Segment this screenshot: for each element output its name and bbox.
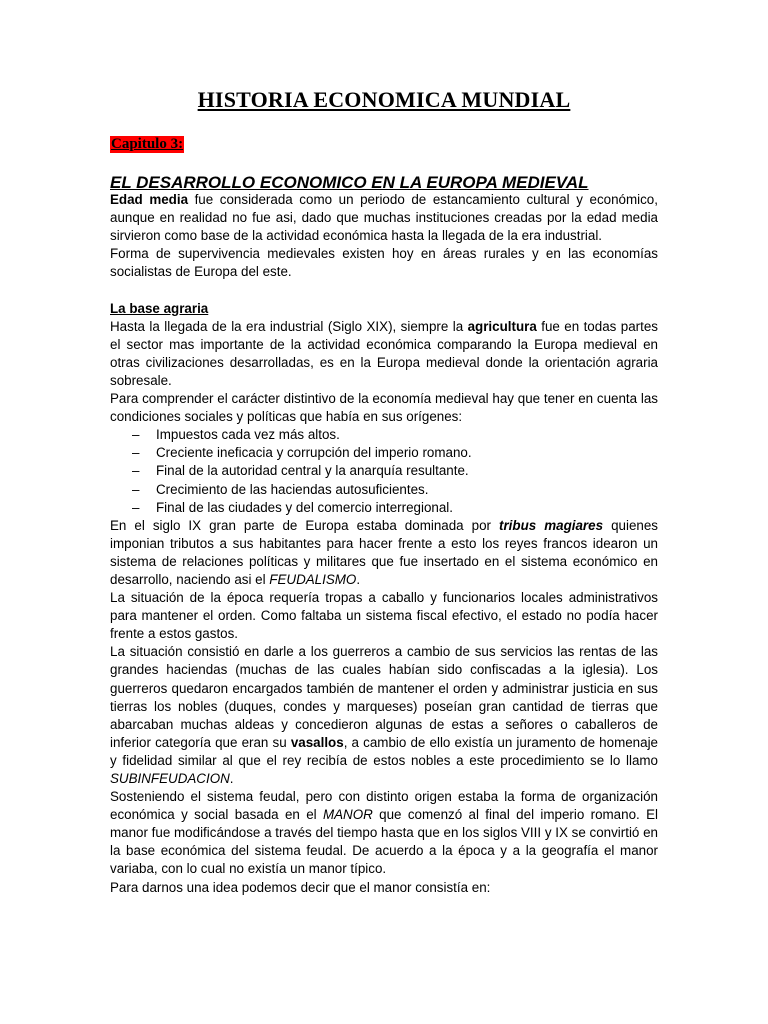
list-item [110, 499, 658, 517]
intro-paragraph [110, 191, 658, 245]
text-run: quienes imponian tributos a sus habitantes para hacer frente a esto los reyes francos idearon un sistema de relaciones políticas y militares que fue insertado en el sistema económico en desarrollo, naciendo asi el [110, 517, 658, 587]
dash-bullet: – [132, 499, 140, 515]
list-item [110, 426, 658, 444]
list-item-text: Final de la autoridad central y la anarquía resultante. [156, 463, 469, 479]
base-agraria-paragraph-6 [110, 788, 658, 878]
section-title: EL DESARROLLO ECONOMICO EN LA EUROPA MEDIEVAL [110, 173, 589, 192]
base-agraria-paragraph-5 [110, 643, 658, 788]
text-run: . [356, 571, 361, 587]
base-agraria-paragraph-4: La situación de la época requería tropas a caballo y funcionarios locales administrativos para mantener el orden. Como faltaba un sistema fiscal efectivo, el estado no podía hacer frente a estos gastos. [110, 590, 658, 642]
base-agraria-paragraph-2: Para comprender el carácter distintivo de la economía medieval hay que tener en cuenta las condiciones sociales y políticas que había en sus orígenes: [110, 391, 658, 425]
base-agraria-paragraph-3 [110, 517, 658, 589]
dash-bullet: – [132, 427, 140, 443]
text-run: Hasta la llegada de la era industrial (Siglo XIX), siempre la [110, 318, 468, 334]
bold-term-agricultura: agricultura [467, 318, 537, 334]
italic-term-manor: MANOR [322, 807, 373, 823]
dash-bullet: – [132, 481, 140, 497]
dash-bullet: – [132, 463, 140, 479]
text-run: La situación consistió en darle a los guerreros a cambio de sus servicios las rentas de las grandes haciendas (muchas de las cuales habían sido confiscadas a la iglesia). Los guerreros quedaron encargados también de mantener el orden y administrar justicia en sus tierras los nobles (duques, condes y marqueses) poseían gran cantidad de tierras que abarcaban muchas aldeas y concedieron algunas de estas a señores o caballeros de inferior categoría que eran su [110, 644, 658, 750]
text-run: En el siglo IX gran parte de Europa estaba dominada por [110, 517, 500, 533]
text-run: . [229, 771, 234, 786]
subheading-base-agraria: La base agraria [110, 300, 209, 316]
text-run: , a cambio de ello existía un juramento de homenaje y fidelidad similar al que el rey recibía de estos nobles a este procedimiento se lo llamo [110, 734, 658, 768]
text-run: fue en todas partes el sector mas importante de la actividad económica comparando la Europa medieval en otras civilizaciones desarrolladas, es en la Europa medieval donde la orientación agraria sobresale. [110, 318, 658, 388]
base-agraria-paragraph-1 [110, 318, 658, 390]
document-body [110, 191, 658, 897]
intro-bold-lead: Edad media [110, 192, 189, 207]
dash-bullet: – [132, 445, 140, 461]
italic-term-feudalismo: FEUDALISMO [269, 571, 357, 587]
text-run: que comenzó al final del imperio romano. El manor fue modificándose a través del tiempo hasta que en los siglos VIII y IX se convirtió en la base económica del sistema feudal. De acuerdo a la época y a la geografía el manor variaba, con lo cual no existía un manor típico. [110, 807, 658, 877]
bold-term-vasallos: vasallos [290, 734, 344, 750]
intro-paragraph-2: Forma de supervivencia medievales existen hoy en áreas rurales y en las economías socialistas de Europa del este. [110, 246, 658, 280]
bold-italic-term-tribus-magiares: tribus magiares [499, 517, 604, 533]
list-item [110, 481, 658, 499]
document-title: HISTORIA ECONOMICA MUNDIAL [197, 87, 571, 112]
base-agraria-paragraph-7: Para darnos una idea podemos decir que el manor consistía en: [110, 879, 491, 895]
list-item-text: Creciente ineficacia y corrupción del imperio romano. [156, 445, 472, 461]
list-item-text: Impuestos cada vez más altos. [156, 427, 340, 443]
list-item-text: Crecimiento de las haciendas autosuficientes. [156, 481, 429, 497]
chapter-label: Capitulo 3: [111, 136, 184, 152]
list-item [110, 462, 658, 480]
list-item-text: Final de las ciudades y del comercio interregional. [156, 499, 453, 515]
intro-text: fue considerada como un periodo de estancamiento cultural y económico, aunque en realidad no fue asi, dado que muchas instituciones creadas por la edad media sirvieron como base de la actividad económica hasta la llegada de la era industrial. [110, 192, 658, 244]
text-run: Sosteniendo el sistema feudal, pero con distinto origen estaba la forma de organización económica y social basada en el [110, 789, 658, 823]
conditions-list [110, 426, 658, 516]
italic-term-subinfeudacion: SUBINFEUDACION [110, 771, 230, 786]
list-item [110, 444, 658, 462]
